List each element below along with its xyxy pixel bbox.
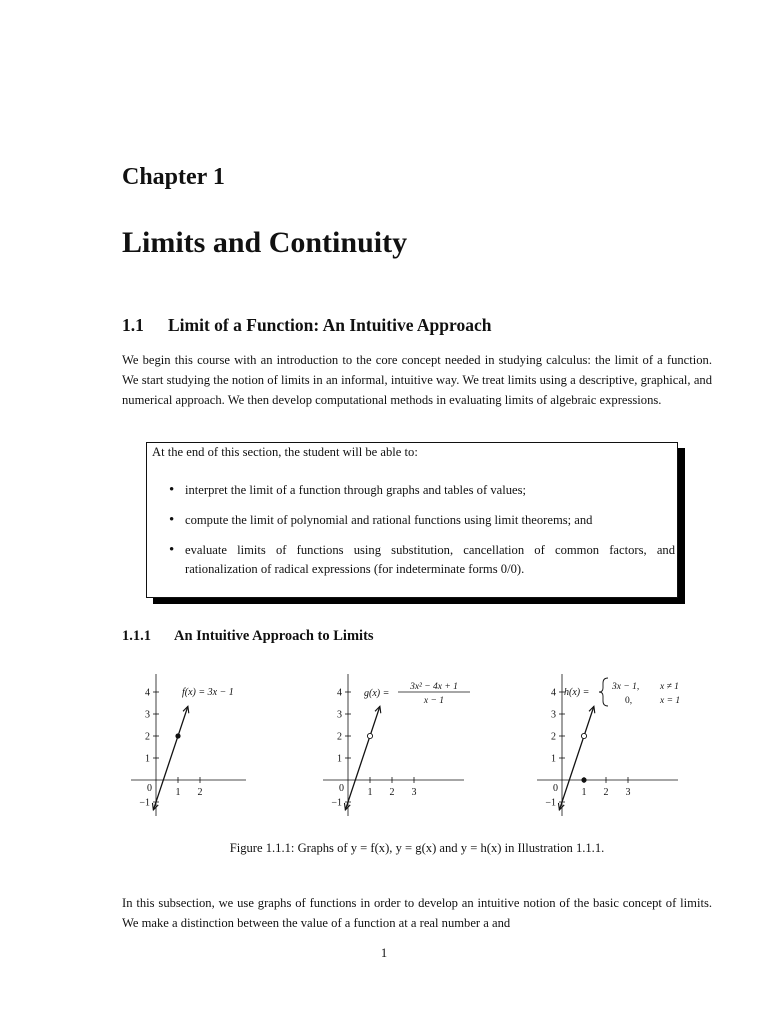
y-tick-label: 4 — [551, 687, 556, 699]
formula-h-lhs: h(x) = — [564, 687, 590, 698]
subsection-heading — [122, 628, 374, 645]
case1-expression: 3x − 1, — [612, 682, 640, 692]
closed-point — [581, 777, 586, 782]
y-tick-label: 2 — [337, 731, 342, 743]
page-number: 1 — [380, 946, 388, 960]
y-tick-label: 2 — [145, 731, 150, 743]
graph-f — [126, 666, 266, 826]
origin-label: 0 — [553, 783, 558, 794]
objectives-box — [146, 442, 678, 598]
x-tick-label: 2 — [603, 787, 609, 798]
graph-h — [532, 666, 702, 826]
y-tick-label: 3 — [337, 709, 342, 721]
open-point — [367, 733, 372, 738]
formula-g-denominator: x − 1 — [423, 696, 445, 706]
body-paragraph: In this subsection, we use graphs of functions in order to develop an intuitive notion of the basic concept of limits. We make a distinction between the value of a function at a real number a and — [122, 896, 712, 930]
y-tick-label: 4 — [337, 687, 342, 699]
y-tick-label: 2 — [551, 731, 556, 743]
y-tick-label: −1 — [545, 797, 556, 809]
brace — [599, 678, 608, 706]
tick-labels — [139, 688, 202, 809]
intro-paragraph: We begin this course with an introduction to the core concept needed in studying calculus: the limit of a function. We start studying the notion of limits in an informal, intuitive way. We treat limits using a descriptive, graphical, and numerical approach. We then develop computational methods in evaluating limits of algebraic expressions. — [122, 353, 712, 407]
origin-label: 0 — [339, 783, 344, 794]
tick-labels — [331, 688, 416, 809]
objectives-list — [169, 481, 675, 590]
y-tick-label: 3 — [551, 709, 556, 721]
subsection-title: An Intuitive Approach to Limits — [174, 628, 374, 644]
closed-point — [175, 733, 180, 738]
x-tick-label: 2 — [389, 787, 395, 798]
formula-g-numerator: 3x² − 4x + 1 — [410, 682, 458, 692]
case2-condition: x = 1 — [660, 696, 681, 706]
chapter-label: Chapter 1 — [122, 164, 225, 190]
section-number: 1.1 — [122, 315, 144, 335]
y-tick-label: −1 — [139, 797, 150, 809]
open-point — [581, 733, 586, 738]
figure-caption: Figure 1.1.1: Graphs of y = f(x), y = g(x) and y = h(x) in Illustration 1.1.1. — [229, 841, 605, 855]
y-tick-label: 1 — [145, 753, 150, 765]
y-tick-label: 4 — [145, 687, 150, 699]
subsection-number: 1.1.1 — [122, 628, 151, 644]
x-tick-label: 1 — [581, 787, 587, 798]
graph-g — [318, 666, 488, 826]
origin-label: 0 — [147, 783, 152, 794]
objective-item: • interpret the limit of a function through graphs and tables of values; — [169, 481, 675, 500]
objectives-lead: At the end of this section, the student will be able to: — [152, 445, 418, 459]
objective-item: • compute the limit of polynomial and rational functions using limit theorems; and — [169, 511, 675, 530]
x-tick-label: 1 — [367, 787, 373, 798]
x-tick-label: 3 — [625, 787, 631, 798]
y-tick-label: −1 — [331, 797, 342, 809]
y-tick-label: 1 — [337, 753, 342, 765]
tick-labels — [545, 687, 633, 809]
case1-condition: x ≠ 1 — [660, 682, 679, 692]
x-tick-label: 2 — [197, 787, 203, 798]
case2-expression: 0, — [625, 696, 633, 706]
y-tick-label: 3 — [145, 709, 150, 721]
formula-g-lhs: g(x) = — [364, 688, 390, 699]
chapter-title: Limits and Continuity — [122, 226, 408, 259]
section-heading — [122, 315, 491, 336]
formula-f: f(x) = 3x − 1 — [182, 687, 234, 698]
y-tick-label: 1 — [551, 753, 556, 765]
x-tick-label: 3 — [411, 787, 417, 798]
x-tick-label: 1 — [175, 787, 181, 798]
objective-item: • evaluate limits of functions using substitution, cancellation of common factors, and rationalization of radical expressions (for indeterminate forms 0/0). — [169, 541, 675, 579]
section-title: Limit of a Function: An Intuitive Approach — [168, 315, 492, 335]
